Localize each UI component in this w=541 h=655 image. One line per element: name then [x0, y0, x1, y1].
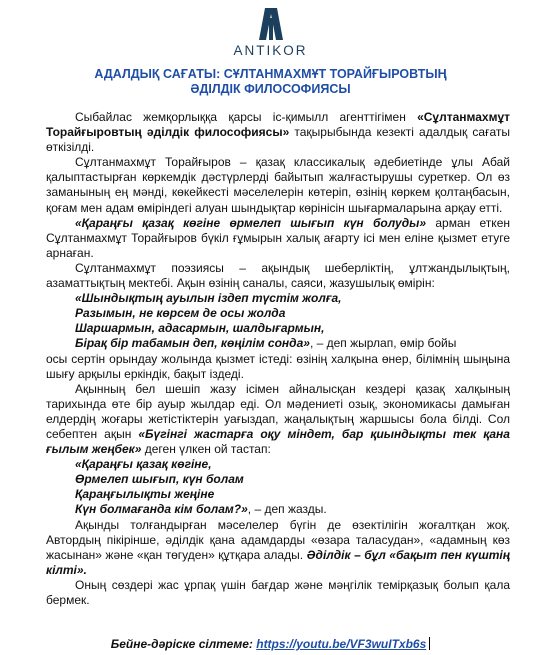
- verse-line: Өрмелеп шығып, күн болам: [75, 472, 244, 487]
- text-span: деген үлкен ой тастап:: [141, 442, 271, 457]
- paragraph-6: [46, 382, 510, 457]
- verse-line: Шаршармын, адасармын, шалдығармын,: [75, 321, 325, 336]
- antikor-emblem-icon: [243, 4, 299, 44]
- verse-text: Күн болмағанда кім болам?»: [75, 502, 248, 517]
- paragraph-3: [46, 216, 510, 261]
- paragraph-7: [46, 518, 510, 578]
- text-span: , – деп жырлап, өмір бойы: [309, 336, 457, 351]
- text-span: Ақынның бел шешіп жазу ісімен айналысқан кездері қазақ халқының тарихында өте бір ауыр жылдар еді. Ол мәдениеті озық, экономикасы дамыған елдердің жоғары жетістіктерін уағыздап, жаңалықтың жаршысы бола білді. Сол себептен ақын: [46, 381, 510, 441]
- verse-line: Разымын, не көрсем де осы жолда: [75, 306, 286, 321]
- video-link-label: Бейне-дәріске сілтеме:: [110, 637, 257, 651]
- text-span: Сыбайлас жемқорлыққа қарсы іс-қимылл агенттігімен: [75, 110, 418, 124]
- video-link[interactable]: https://youtu.be/VF3wuITxb6s: [256, 637, 427, 651]
- quote-span: Әділдік – бұл «бақыт пен күштің кілті».: [46, 547, 510, 577]
- verse-line: [46, 502, 510, 517]
- text-span: тақырыбында кезекті адалдық сағаты өткізілді.: [46, 125, 510, 155]
- document-title: [40, 67, 501, 97]
- quote-span: «Қараңғы қазақ көгіне өрмелеп шығып күн болуды»: [75, 215, 427, 230]
- video-link-line: [0, 637, 541, 651]
- logo-text: ANTIKOR: [233, 43, 308, 58]
- paragraph-2: Сұлтанмахмұт Торайғыров – қазақ классикалық әдебиетінде ұлы Абай қалыптастырған көркемдік дәстүрлерді байытып жалғастырушы суреткер. Ол өз заманының ең мәнді, көкейкесті мәселелерін көтеріп, өзінің көркем қолтаңбасын, қоғам мен адам өміріндегі алуан шындықтар көрінісін шығармаларына арқау етті.: [46, 155, 510, 215]
- verse-line: «Қараңғы қазақ көгіне,: [75, 457, 212, 472]
- paragraph-4: Сұлтанмахмұт поэзиясы – ақындық шеберліктің, ұлтжандылықтың, азаматтықтың мектебі. Ақын өзінің саналы, саяси, жазушылық өмірін:: [46, 260, 510, 291]
- text-span: , – деп жазды.: [247, 502, 327, 517]
- paragraph-1: [46, 110, 510, 155]
- text-span: арман еткен Сұлтанмахмұт Торайғыров бүкіл ғұмырын халық ағарту ісі мен еліне қызмет етуге арнаған.: [46, 215, 510, 260]
- quote-span: «Бүгінгі жастарға оқу міндет, бар қиындықты тек қана ғылым жеңбек»: [46, 426, 510, 457]
- title-line-2: ӘДІЛДІК ФИЛОСОФИЯСЫ: [190, 82, 351, 96]
- text-span: Ақынды толғандырған мәселелер бүгін де өзектілігін жоғалтқан жоқ. Автордың пікірінше, әділдік қана адамдарды «өзара таласудан», «адамның көз жасынан» және «қан төгуден» құтқара алады.: [46, 517, 510, 562]
- verse-2: [46, 457, 510, 517]
- verse-line: [46, 336, 510, 351]
- bold-span: «Сұлтанмахмұт Торайғыровтың әділдік философиясы»: [46, 110, 510, 140]
- verse-text: Бірақ бір табамын деп, көңілім сонда»: [75, 336, 310, 351]
- verse-line: Қараңғылықты жеңіне: [75, 487, 215, 502]
- title-line-1: АДАЛДЫҚ САҒАТЫ: СҰЛТАНМАХМҰТ ТОРАЙҒЫРОВТЫҢ: [94, 67, 447, 81]
- verse-1: [46, 291, 510, 351]
- paragraph-8: Оның сөздері жас ұрпақ үшін бағдар және мәңгілік темірқазық болып қала бермек.: [46, 577, 510, 607]
- paragraph-5: осы сертін орындау жолында қызмет істеді: өзінің халқына өнер, білімнің шыңына шығу арқылы еркіндік, бақыт іздеді.: [46, 351, 510, 381]
- verse-line: «Шындықтың ауылын іздеп түстім жолға,: [75, 291, 342, 306]
- document-body: [46, 110, 510, 608]
- text-cursor: [429, 637, 430, 650]
